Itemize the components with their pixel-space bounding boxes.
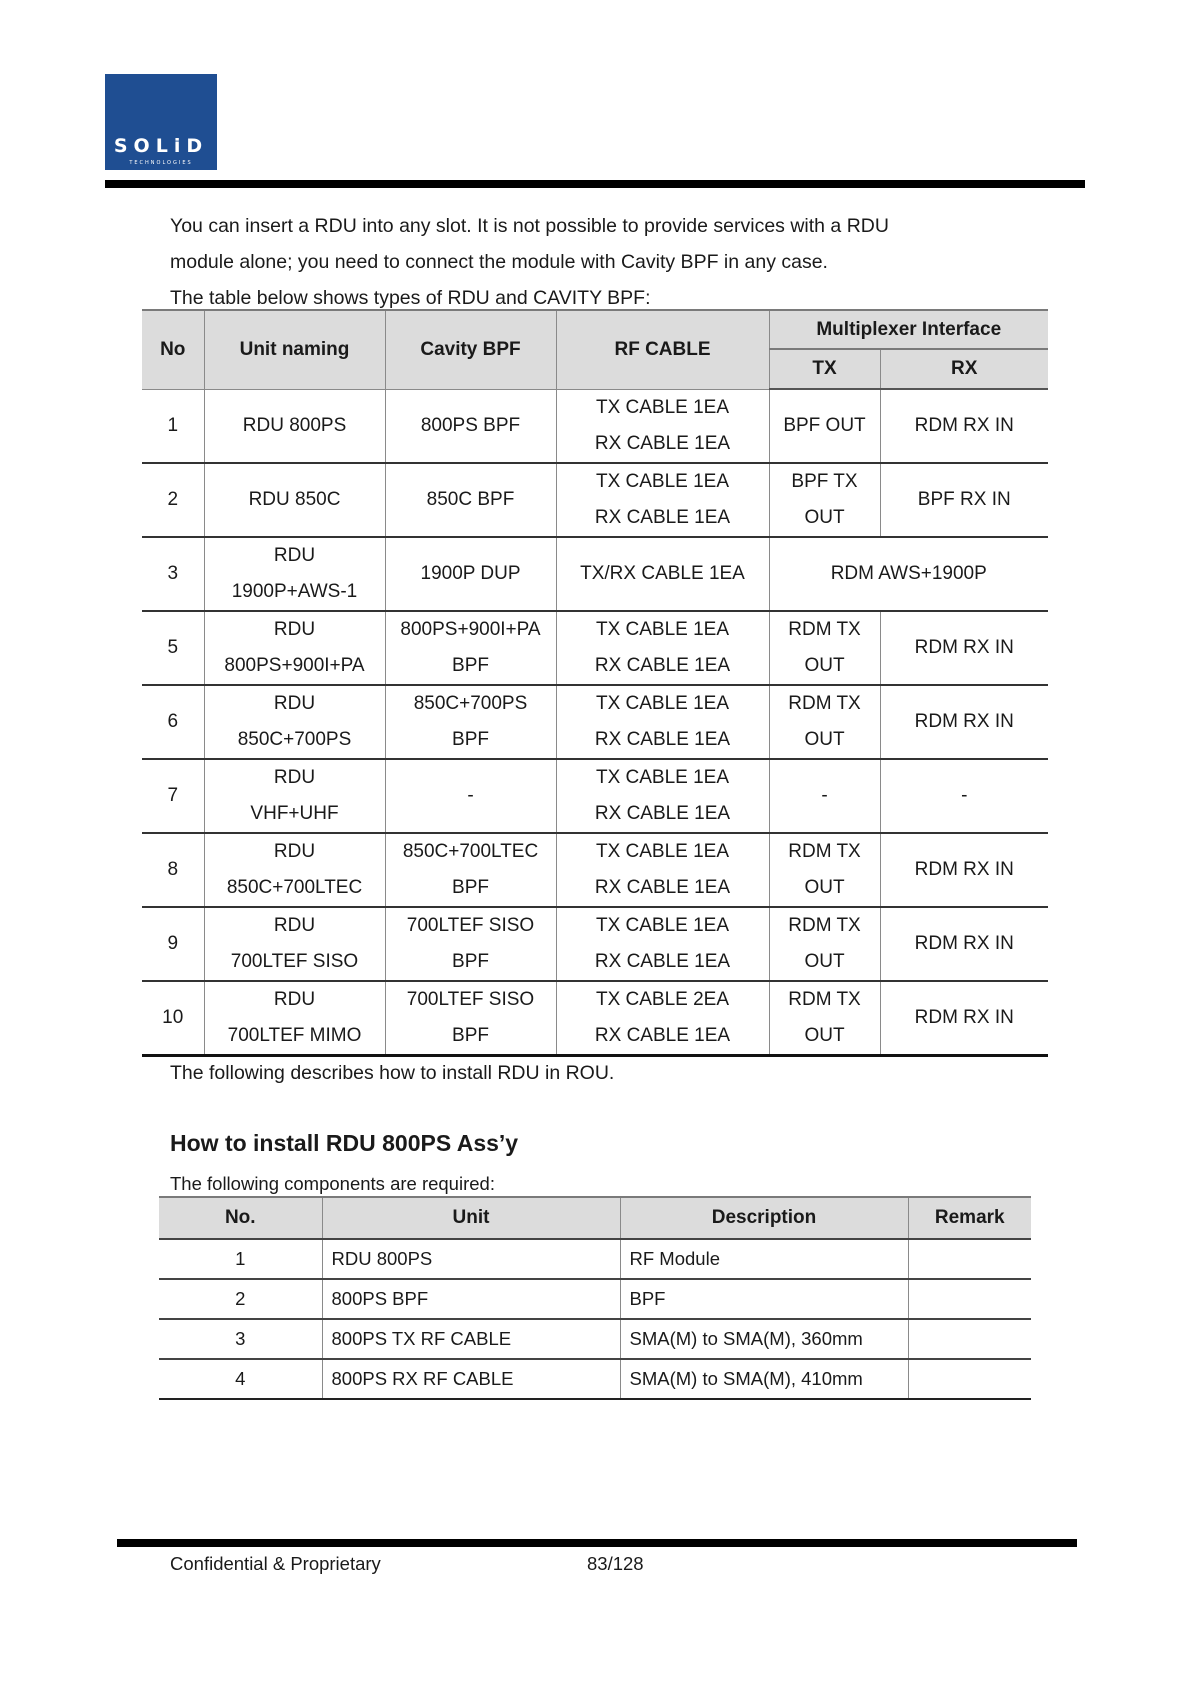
tx-line: RDM TX [788,840,861,862]
cell-bpf: - [385,759,556,833]
header-remark: Remark [908,1197,1031,1239]
header-divider [105,180,1085,188]
table-row [142,907,1048,981]
bpf-line: 850C+700LTEC [402,840,539,862]
tx-line: BPF TX [791,470,858,492]
tx-line: OUT [804,1024,845,1046]
logo-subtext: TECHNOLOGIES [129,160,193,166]
cell-unit: RDU 800PS [322,1239,620,1279]
cell-remark [908,1319,1031,1359]
cell-tx [769,611,880,685]
cable-line: RX CABLE 1EA [594,950,731,972]
intro-paragraph [170,208,1030,316]
cable-line: RX CABLE 1EA [594,728,731,750]
cell-tx: BPF OUT [769,389,880,463]
components-table [159,1196,1031,1400]
header-unit: Unit [322,1197,620,1239]
table-row [142,759,1048,833]
cable-line: RX CABLE 1EA [594,802,731,824]
cell-tx [769,463,880,537]
intro-line: You can insert a RDU into any slot. It is not possible to provide services with a RDU [170,215,889,237]
table-row [142,833,1048,907]
cell-bpf [385,611,556,685]
table-row [142,463,1048,537]
cell-tx: - [769,759,880,833]
unit-line: 850C+700PS [237,728,352,750]
cell-no: 6 [142,685,204,759]
tx-line: RDM TX [788,618,861,640]
bpf-line: 850C+700PS [413,692,528,714]
cell-rx: RDM RX IN [880,611,1048,685]
cell-unit [204,685,385,759]
tx-line: RDM TX [788,692,861,714]
install-intro-text: The following describes how to install RDU in ROU. [170,1062,615,1084]
footer-confidential: Confidential & Proprietary [170,1553,381,1574]
cell-tx [769,907,880,981]
cable-line: TX CABLE 1EA [595,470,730,492]
header-description: Description [620,1197,908,1239]
cell-tx [769,981,880,1056]
cell-cable [556,463,769,537]
unit-line: RDU [273,692,316,714]
cell-remark [908,1359,1031,1399]
table-row [142,981,1048,1056]
cell-no: 2 [159,1279,322,1319]
cell-bpf [385,981,556,1056]
unit-line: VHF+UHF [250,802,339,824]
cell-description: SMA(M) to SMA(M), 360mm [620,1319,908,1359]
unit-line: 850C+700LTEC [226,876,363,898]
components-intro-text: The following components are required: [170,1173,495,1194]
table-row [142,611,1048,685]
cell-no: 9 [142,907,204,981]
cell-unit [204,833,385,907]
cell-unit: RDU 850C [204,463,385,537]
cell-tx [769,685,880,759]
unit-line: 800PS+900I+PA [224,654,365,676]
cable-line: RX CABLE 1EA [594,432,731,454]
cell-unit: 800PS BPF [322,1279,620,1319]
bpf-line: BPF [452,876,489,898]
cell-no: 1 [159,1239,322,1279]
cable-line: RX CABLE 1EA [594,654,731,676]
cell-bpf [385,685,556,759]
cell-description: RF Module [620,1239,908,1279]
cable-line: TX CABLE 1EA [595,618,730,640]
company-logo [105,74,217,170]
cell-no: 7 [142,759,204,833]
unit-line: RDU [273,840,316,862]
rdu-types-table [142,309,1048,1057]
cable-line: TX CABLE 1EA [595,766,730,788]
cell-remark [908,1239,1031,1279]
cell-cable [556,981,769,1056]
header-multiplexer-interface: Multiplexer Interface [769,310,1048,349]
unit-line: RDU [273,618,316,640]
table-row [159,1319,1031,1359]
cell-rx: RDM RX IN [880,833,1048,907]
tx-line: OUT [804,728,845,750]
tx-line: OUT [804,950,845,972]
header-rx: RX [880,349,1048,389]
unit-line: 1900P+AWS-1 [231,580,358,602]
unit-line: 700LTEF MIMO [227,1024,362,1046]
cell-bpf [385,833,556,907]
cell-bpf [385,907,556,981]
cell-remark [908,1279,1031,1319]
header-tx: TX [769,349,880,389]
cell-multiplexer: RDM AWS+1900P [769,537,1048,611]
cell-unit [204,611,385,685]
tx-line: OUT [804,654,845,676]
bpf-line: 800PS+900I+PA [400,618,541,640]
cell-no: 3 [142,537,204,611]
bpf-line: 700LTEF SISO [406,914,535,936]
unit-line: RDU [273,914,316,936]
unit-line: RDU [273,544,316,566]
table-row [142,389,1048,463]
tx-line: RDM TX [788,988,861,1010]
cell-no: 4 [159,1359,322,1399]
cable-line: TX CABLE 1EA [595,396,730,418]
cable-line: TX CABLE 1EA [595,840,730,862]
cell-no: 3 [159,1319,322,1359]
header-cavity-bpf: Cavity BPF [385,310,556,389]
cell-bpf: 1900P DUP [385,537,556,611]
cell-bpf: 800PS BPF [385,389,556,463]
cell-rx: RDM RX IN [880,981,1048,1056]
cell-cable [556,759,769,833]
table-row [142,685,1048,759]
cell-no: 10 [142,981,204,1056]
cell-unit: RDU 800PS [204,389,385,463]
table-row [159,1359,1031,1399]
intro-line: The table below shows types of RDU and CAVITY BPF: [170,287,651,309]
cable-line: TX CABLE 2EA [595,988,730,1010]
cell-cable [556,907,769,981]
cell-description: BPF [620,1279,908,1319]
header-no: No. [159,1197,322,1239]
cell-no: 8 [142,833,204,907]
table-header-row [159,1197,1031,1239]
table-row [142,537,1048,611]
cell-rx: BPF RX IN [880,463,1048,537]
tx-line: OUT [804,876,845,898]
cell-unit [204,759,385,833]
cell-rx: RDM RX IN [880,685,1048,759]
cell-unit: 800PS RX RF CABLE [322,1359,620,1399]
cell-unit: 800PS TX RF CABLE [322,1319,620,1359]
cell-cable: TX/RX CABLE 1EA [556,537,769,611]
cell-rx: RDM RX IN [880,907,1048,981]
cable-line: RX CABLE 1EA [594,506,731,528]
unit-line: 700LTEF SISO [230,950,359,972]
cell-unit [204,907,385,981]
cell-unit [204,537,385,611]
bpf-line: BPF [452,1024,489,1046]
cable-line: TX CABLE 1EA [595,914,730,936]
bpf-line: BPF [452,654,489,676]
cell-cable [556,685,769,759]
cell-cable [556,611,769,685]
header-rf-cable: RF CABLE [556,310,769,389]
unit-line: RDU [273,766,316,788]
bpf-line: BPF [452,950,489,972]
cable-line: TX CABLE 1EA [595,692,730,714]
header-unit-naming: Unit naming [204,310,385,389]
logo-text: SOLiD [113,135,209,157]
tx-line: OUT [804,506,845,528]
cell-tx [769,833,880,907]
table-row [159,1279,1031,1319]
intro-line: module alone; you need to connect the module with Cavity BPF in any case. [170,251,828,273]
cell-description: SMA(M) to SMA(M), 410mm [620,1359,908,1399]
page-number: 83/128 [587,1553,644,1574]
table-row [159,1239,1031,1279]
cable-line: RX CABLE 1EA [594,1024,731,1046]
footer-divider [117,1539,1077,1547]
header-no: No [142,310,204,389]
cell-rx: RDM RX IN [880,389,1048,463]
bpf-line: BPF [452,728,489,750]
section-title: How to install RDU 800PS Ass’y [170,1130,519,1156]
cell-rx: - [880,759,1048,833]
tx-line: RDM TX [788,914,861,936]
bpf-line: 700LTEF SISO [406,988,535,1010]
cell-cable [556,389,769,463]
cell-bpf: 850C BPF [385,463,556,537]
cell-no: 2 [142,463,204,537]
cable-line: RX CABLE 1EA [594,876,731,898]
unit-line: RDU [273,988,316,1010]
cell-no: 1 [142,389,204,463]
cell-cable [556,833,769,907]
cell-no: 5 [142,611,204,685]
cell-unit [204,981,385,1056]
